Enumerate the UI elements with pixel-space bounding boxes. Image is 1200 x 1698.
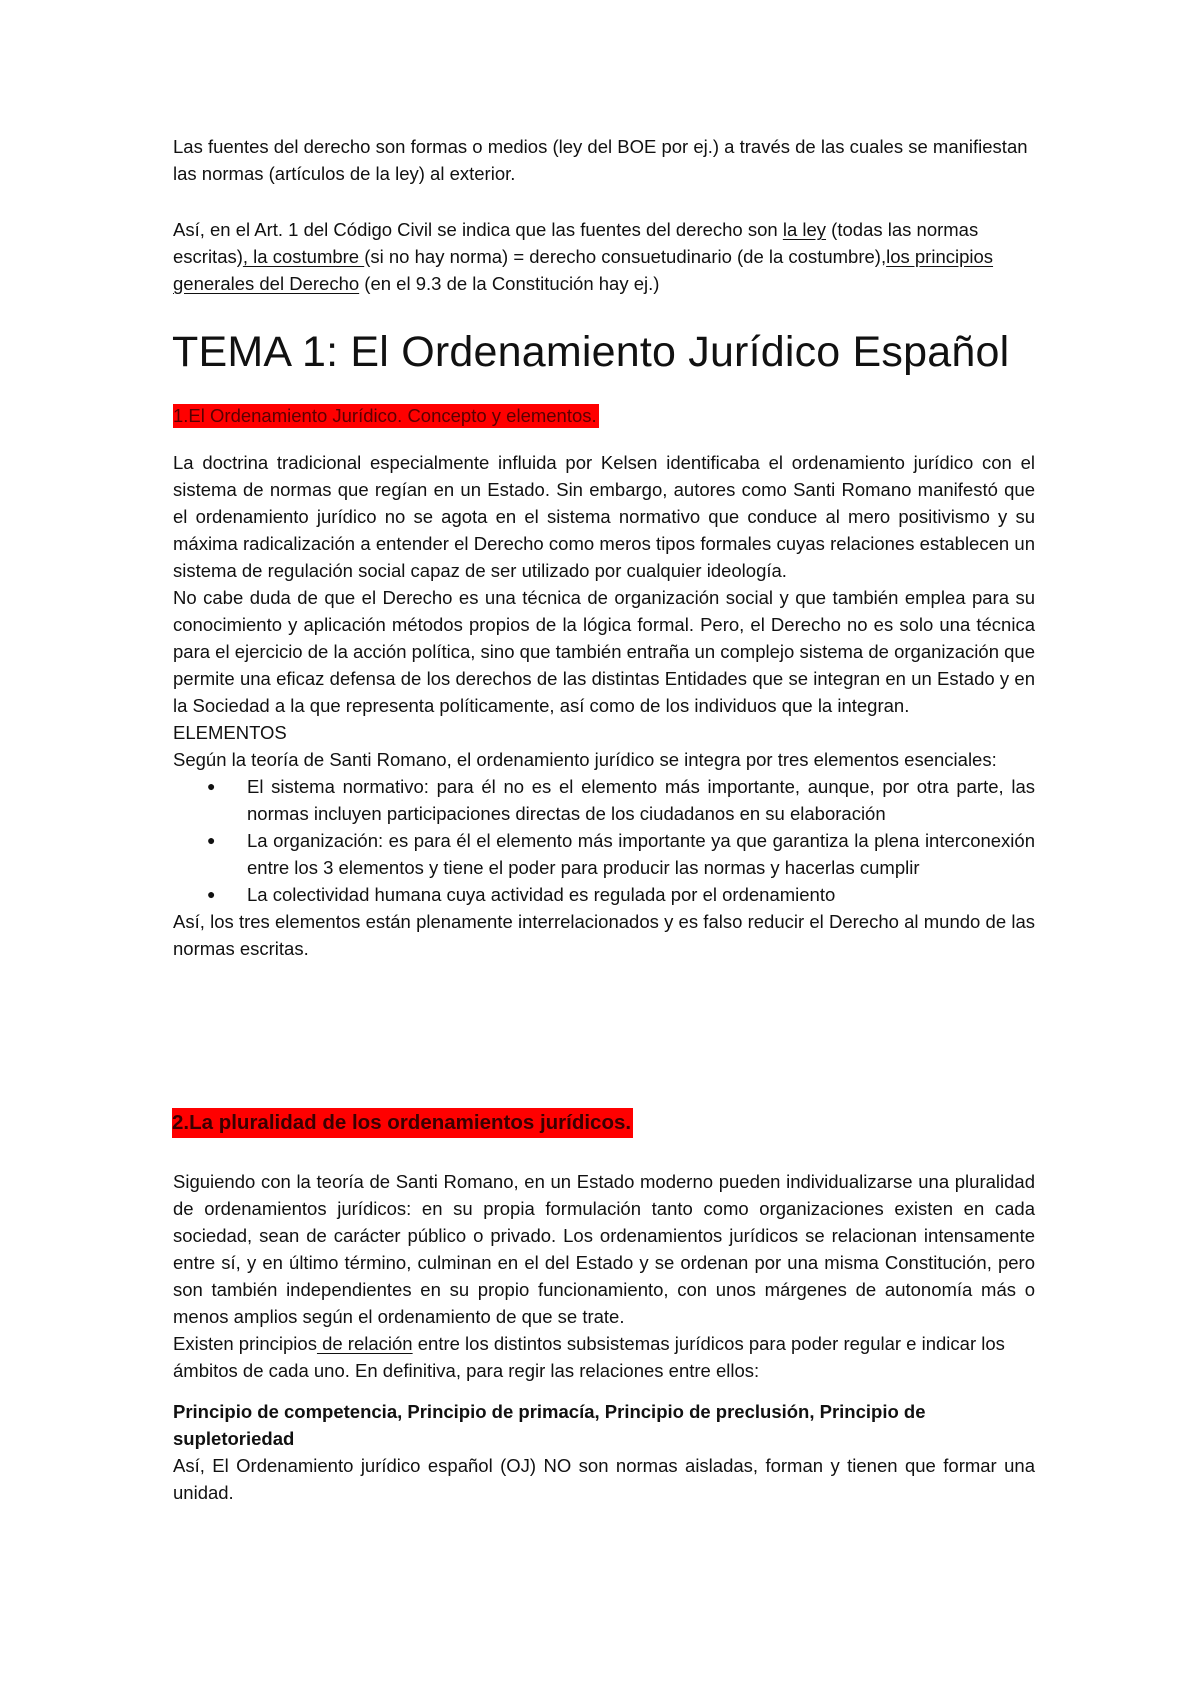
section-2-paragraph-1: Siguiendo con la teoría de Santi Romano, en un Estado moderno pueden individualizarse una pluralidad de ordenamientos jurídicos: en su propia formulación tanto como organizaciones existen en cada sociedad, sean de carácter público o privado. Los ordenamientos jurídicos se relacionan intensamente entre sí, y en último término, culminan en el del Estado y se ordenan por una misma Constitución, pero son también independientes en su propio funcionamiento, con unos márgenes de autonomía más o menos amplios según el ordenamiento de que se trate. [173,1171,1035,1327]
section-2-paragraph-3: Así, El Ordenamiento jurídico español (OJ) NO son normas aisladas, forman y tienen que formar una unidad. [173,1455,1035,1503]
section-1-paragraph-4: Así, los tres elementos están plenamente interrelacionados y es falso reducir el Derecho al mundo de las normas escritas. [173,911,1035,959]
bullet-icon: ● [207,832,216,848]
intro-text: (si no hay norma) = derecho consuetudinario (de la costumbre), [364,246,887,267]
elementos-label: ELEMENTOS [173,722,287,743]
list-item-text: La colectividad humana cuya actividad es regulada por el ordenamiento [247,884,836,905]
section-1-paragraph-2: No cabe duda de que el Derecho es una técnica de organización social y que también emplea para su conocimiento y aplicación métodos propios de la lógica formal. Pero, el Derecho no es solo una técnica para el ejercicio de la acción política, sino que también entraña un complejo sistema de organización que permite una eficaz defensa de los derechos de las distintas Entidades que se integran en un Estado y en la Sociedad a la que representa políticamente, así como de los individuos que la integran. [173,587,1035,716]
section-2-text: Existen principios [173,1333,317,1354]
section-2-text: entre los distintos subsistemas jurídicos para poder regular e indicar los ámbitos de cada uno. En definitiva, para regir las relaciones entre ellos: [173,1333,1005,1381]
list-item [173,827,1035,881]
section-2-heading: 2.La pluralidad de los ordenamientos jurídicos. [172,1108,633,1138]
intro-paragraph-1: Las fuentes del derecho son formas o medios (ley del BOE por ej.) a través de las cuales se manifiestan las normas (artículos de la ley) al exterior. [173,136,1028,184]
section-1-heading: 1.El Ordenamiento Jurídico. Concepto y elementos. [173,405,597,426]
page-title: TEMA 1: El Ordenamiento Jurídico Español [172,328,1010,376]
list-item-text: El sistema normativo: para él no es el elemento más importante, aunque, por otra parte, las normas incluyen participaciones directas de los ciudadanos en su elaboración [247,776,1035,824]
underlined-la-ley: la ley [782,219,827,240]
section-1-paragraph-3: Según la teoría de Santi Romano, el ordenamiento jurídico se integra por tres elementos esenciales: [173,749,997,770]
bullet-icon: ● [207,778,216,794]
section-2-body [173,1168,1035,1506]
section-2-paragraph-2 [173,1330,1035,1384]
intro-text: Así, en el Art. 1 del Código Civil se indica que las fuentes del derecho son [173,219,783,240]
principles-list: Principio de competencia, Principio de primacía, Principio de preclusión, Principio de supletoriedad [173,1401,926,1449]
underlined-la-costumbre: , la costumbre [242,246,365,267]
list-item [173,773,1035,827]
intro-text: (todas las normas escritas) [173,219,979,267]
list-item-text: La organización: es para él el elemento más importante ya que garantiza la plena interconexión entre los 3 elementos y tiene el poder para producir las normas y hacerlas cumplir [247,830,1035,878]
bullet-icon: ● [207,886,216,902]
elements-list [173,773,1035,908]
intro-text: (en el 9.3 de la Constitución hay ej.) [359,273,660,294]
section-1-paragraph-1: La doctrina tradicional especialmente influida por Kelsen identificaba el ordenamiento jurídico con el sistema de normas que regían en un Estado. Sin embargo, autores como Santi Romano manifestó que el ordenamiento jurídico no se agota en el sistema normativo que conduce al mero positivismo y su máxima radicalización a entender el Derecho como meros tipos formales cuyas relaciones establecen un sistema de regulación social capaz de ser utilizado por cualquier ideología. [173,452,1035,581]
underlined-de-relacion: de relación [316,1333,413,1354]
list-item [173,881,1035,908]
underlined-principios-generales: los principios generales del Derecho [173,246,994,294]
intro-paragraph-2 [173,216,1035,297]
section-1-body [173,449,1035,962]
